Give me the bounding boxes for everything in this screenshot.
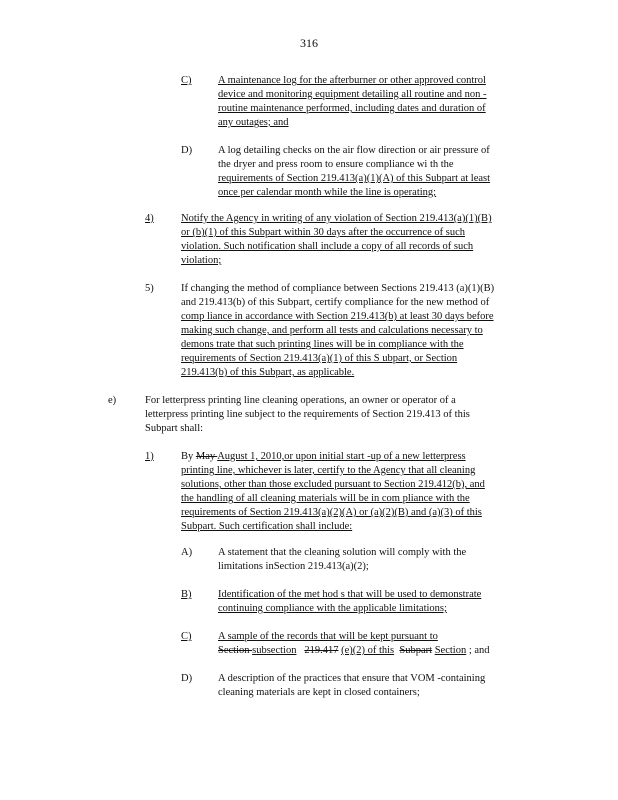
struck-text: Subpart [399,645,433,656]
inserted-text: subsection [252,645,297,656]
text-line: requirements of Section 219.413(a)(1) of this S ubpart, or Section [181,353,458,364]
item-label: 5) [145,283,154,294]
item-text [218,672,485,700]
text-line: any outages; and [218,117,289,128]
item-label: C) [181,631,192,642]
text-line: Identification of the met hod s that will be used to demonstrate [218,589,482,600]
text-line: requirements of Section 219.413(a)(1)(A) of this Subpart at least [218,173,491,184]
item-label: A) [181,547,193,558]
text-line: A description of the practices that ensure that VOM -containing [218,673,486,684]
text-line: Subpart shall: [145,423,204,434]
item-text [145,394,470,436]
text-line: the dryer and press room to ensure compliance wi th the [218,159,454,170]
item-text [181,282,494,380]
item-label: e) [108,395,117,406]
text-line: making such change, and perform all tests and calculations necessary to [181,325,483,336]
text-line: violation; [181,255,222,266]
struck-text: Section [218,645,253,656]
inserted-text: (e)(2) of this [341,645,395,656]
text-fragment: By [181,451,196,462]
text-line: A maintenance log for the afterburner or other approved control [218,75,486,86]
item-text [181,450,485,534]
text-line: printing line, whichever is later, certify to the Agency that all cleaning [181,465,476,476]
text-line [181,450,485,464]
text-line: comp liance in accordance with Section 219.413(b) at least 30 days before [181,311,494,322]
text-line: routine maintenance performed, including dates and duration of [218,103,486,114]
page-number: 316 [300,36,318,50]
text-line: A statement that the cleaning solution will comply with the [218,547,467,558]
text-line: 219.413(b) of this Subpart, as applicable. [181,367,355,378]
text-line: or (b)(1) of this Subpart within 30 days after the occurrence of such [181,227,465,238]
struck-text: May [195,451,218,462]
item-text [218,588,481,616]
item-text [181,212,492,268]
text-line: For letterpress printing line cleaning operations, an owner or operator of a [145,395,456,406]
text-line: and 219.413(b) of this Subpart, certify compliance for the new method of [181,297,490,308]
item-text [218,144,490,200]
text-line: the handling of all cleaning materials will be in com pliance with the [181,493,470,504]
text-line: Subpart. Such certification shall include: [181,521,353,532]
text-line: A sample of the records that will be kept pursuant to [218,631,438,642]
item-text [218,74,487,130]
text-line: once per calendar month while the line is operating; [218,187,437,198]
item-label: D) [181,673,193,684]
item-label: 4) [145,213,154,224]
text-line: demons trate that such printing lines will be in compliance with the [181,339,464,350]
text-line: continuing compliance with the applicable limitations; [218,603,447,614]
item-label: 1) [145,451,154,462]
text-line: solutions, other than those excluded pursuant to Section 219.412(b), and [181,479,485,490]
text-line: requirements of Section 219.413(a)(2)(A) or (a)(2)(B) and (a)(3) of this [181,507,482,518]
text-line [218,644,490,658]
item-text [218,630,490,658]
inserted-text: August 1, 2010,or upon initial start -up of a new letterpress [217,451,466,462]
item-label: D) [181,145,193,156]
text-line: A log detailing checks on the air flow direction or air pressure of [218,145,490,156]
text-line: device and monitoring equipment detailing all routine and non - [218,89,487,100]
item-text [218,546,466,574]
text-line: If changing the method of compliance between Sections 219.413 (a)(1)(B) [181,283,495,294]
item-label: B) [181,589,192,600]
text-line: Notify the Agency in writing of any violation of Section 219.413(a)(1)(B) [181,213,492,224]
item-label: C) [181,75,192,86]
text-fragment: ; and [466,645,490,656]
text-line: violation. Such notification shall include a copy of all records of such [181,241,474,252]
inserted-text: Section [434,645,467,656]
text-line: letterpress printing line subject to the requirements of Section 219.413 of this [145,409,470,420]
struck-text: 219.417 [304,645,339,656]
text-line: limitations inSection 219.413(a)(2); [218,561,369,572]
text-line: cleaning materials are kept in closed containers; [218,687,420,698]
